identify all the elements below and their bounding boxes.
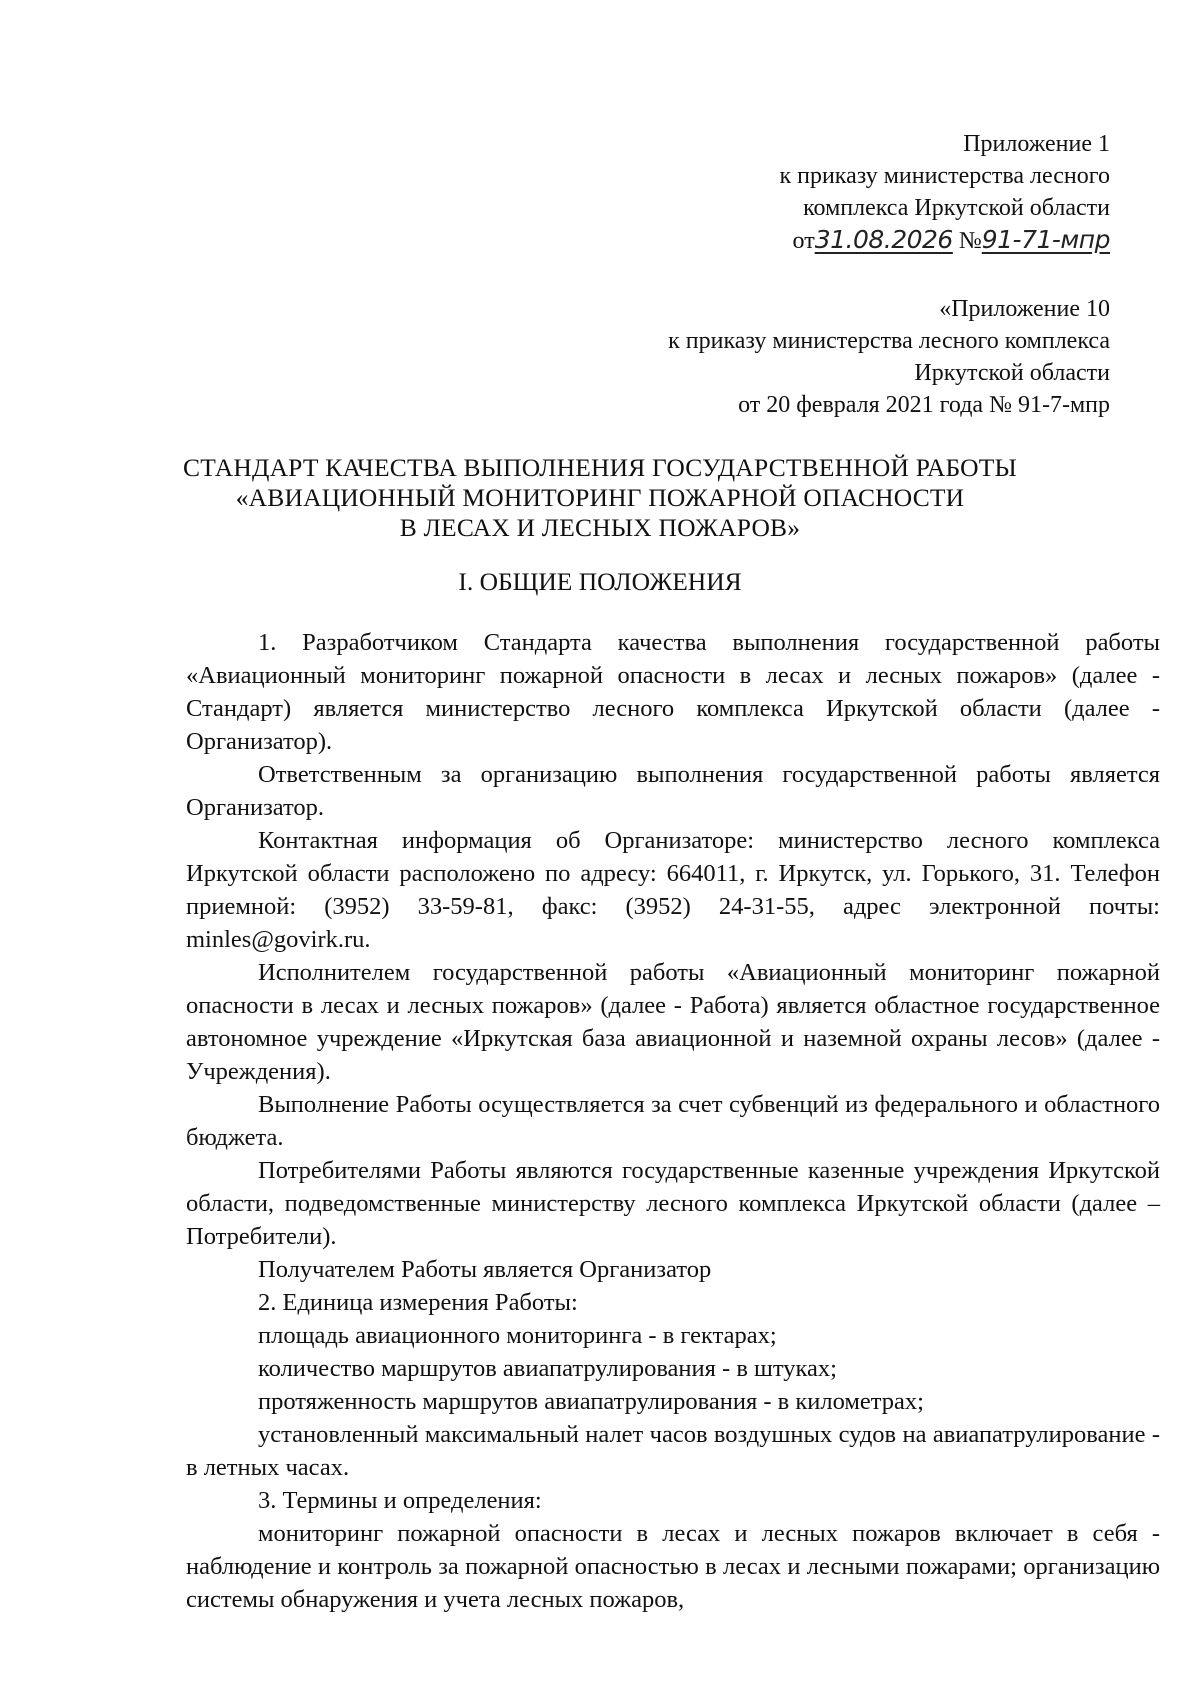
- appendix-10-line-4: от 20 февраля 2021 года № 91-7-мпр: [738, 392, 1110, 418]
- paragraph-funding: Выполнение Работы осуществляется за счет субвенций из федерального и областного бюджета.: [186, 1091, 1160, 1151]
- appendix-10-line-2: к приказу министерства лесного комплекса: [668, 328, 1110, 354]
- appendix-1-header: [590, 128, 1110, 257]
- date-prefix: от: [792, 228, 815, 254]
- paragraph-recipient: Получателем Работы является Организатор: [258, 1256, 712, 1283]
- appendix-10-line-3: Иркутской области: [914, 360, 1110, 386]
- list-item-routes-length: протяженность маршрутов авиапатрулирования - в километрах;: [258, 1388, 924, 1415]
- paragraph-terms-heading: 3. Термины и определения:: [258, 1487, 542, 1514]
- paragraph-unit-heading: 2. Единица измерения Работы:: [258, 1289, 578, 1316]
- handwritten-date: 31.08.2026: [814, 225, 953, 254]
- paragraph-executor: Исполнителем государственной работы «Авиационный мониторинг пожарной опасности в лесах и лесных пожаров» (далее - Работа) является областное государственное автономное учреждение «Иркутская база авиационной и наземной охраны лесов» (далее - Учреждения).: [186, 959, 1160, 1085]
- list-item-flight-hours: установленный максимальный налет часов воздушных судов на авиапатрулирование - в летных часах.: [186, 1421, 1160, 1481]
- list-item-routes-count: количество маршрутов авиапатрулирования - в штуках;: [258, 1355, 837, 1382]
- number-prefix: №: [958, 228, 982, 254]
- appendix-1-date-line: [590, 224, 1110, 257]
- appendix-1-line-3: комплекса Иркутской области: [803, 195, 1110, 221]
- appendix-1-line-2: к приказу министерства лесного: [779, 163, 1110, 189]
- section-heading: I. ОБЩИЕ ПОЛОЖЕНИЯ: [458, 567, 742, 596]
- title-line-2: «АВИАЦИОННЫЙ МОНИТОРИНГ ПОЖАРНОЙ ОПАСНОСТИ: [235, 483, 965, 512]
- paragraph-monitoring-definition: мониторинг пожарной опасности в лесах и лесных пожаров включает в себя - наблюдение и контроль за пожарной опасностью в лесах и лесными пожарами; организацию системы обнаружения и учета лесных пожаров,: [186, 1520, 1160, 1613]
- appendix-10-header: [410, 293, 1110, 421]
- document-title: [150, 453, 1050, 543]
- title-line-3: В ЛЕСАХ И ЛЕСНЫХ ПОЖАРОВ»: [399, 513, 801, 542]
- appendix-10-line-1: «Приложение 10: [939, 296, 1110, 322]
- appendix-1-line-1: Приложение 1: [963, 131, 1110, 157]
- paragraph-contacts: Контактная информация об Организаторе: министерство лесного комплекса Иркутской области расположено по адресу: 664011, г. Иркутск, ул. Горького, 31. Телефон приемной: (3952) 33-59-81, факс: (3952) 24-31-55, адрес электронной почты: minles@govirk.ru.: [186, 827, 1160, 953]
- paragraph-responsible: Ответственным за организацию выполнения государственной работы является Организатор.: [186, 761, 1160, 821]
- handwritten-number: 91-71-мпр: [981, 225, 1110, 254]
- paragraph-developer: 1. Разработчиком Стандарта качества выполнения государственной работы «Авиационный мониторинг пожарной опасности в лесах и лесных пожаров» (далее - Стандарт) является министерство лесного комплекса Иркутской области (далее - Организатор).: [186, 629, 1160, 755]
- paragraph-consumers: Потребителями Работы являются государственные казенные учреждения Иркутской области, подведомственные министерству лесного комплекса Иркутской области (далее – Потребители).: [186, 1157, 1160, 1250]
- list-item-area: площадь авиационного мониторинга - в гектарах;: [258, 1322, 777, 1349]
- title-line-1: СТАНДАРТ КАЧЕСТВА ВЫПОЛНЕНИЯ ГОСУДАРСТВЕННОЙ РАБОТЫ: [183, 453, 1017, 482]
- document-body: [186, 626, 1160, 1616]
